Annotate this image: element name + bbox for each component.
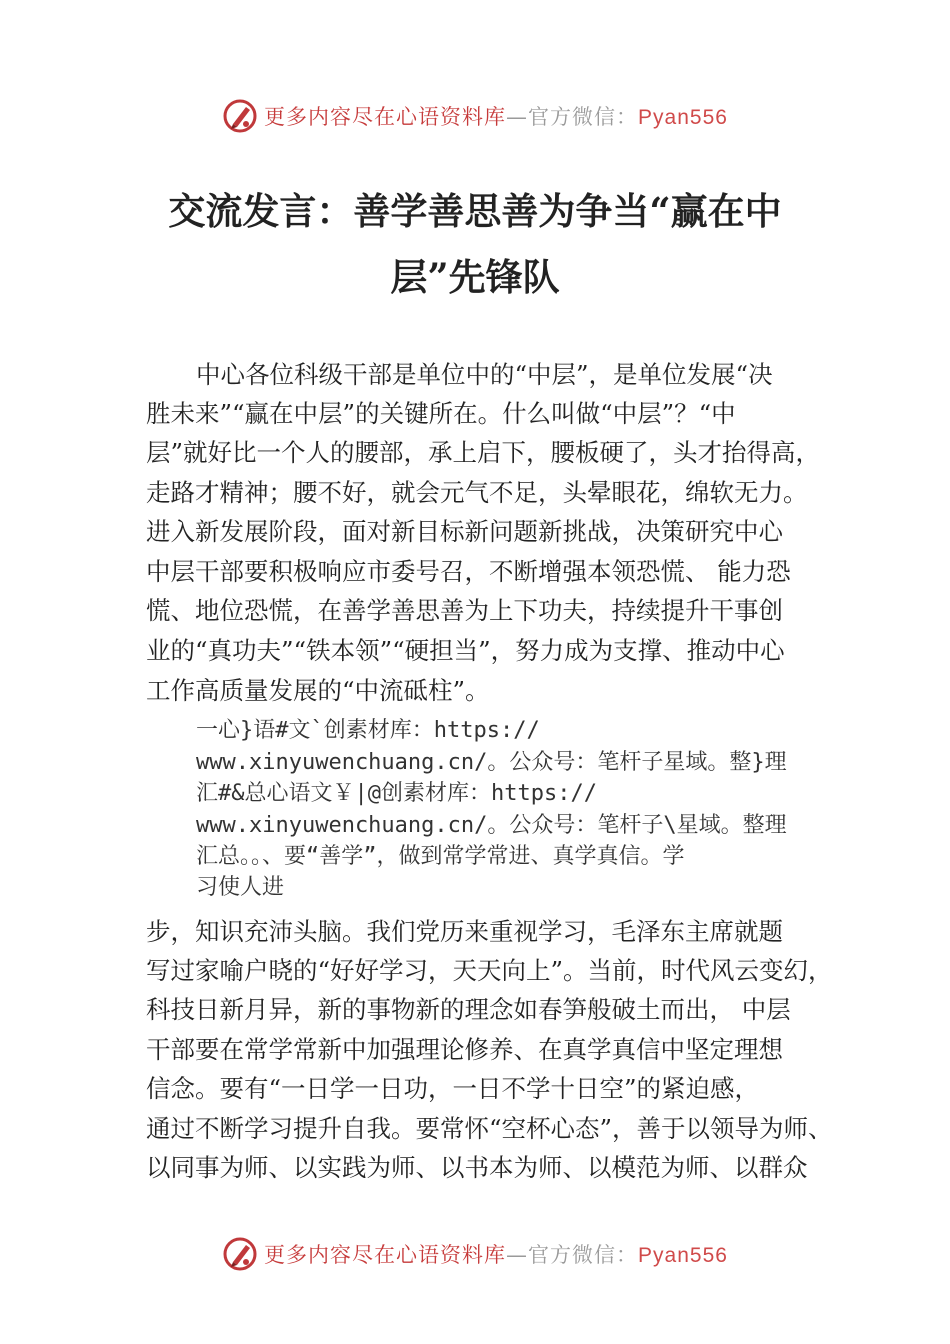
pen-logo-icon [222, 1236, 258, 1272]
paragraph-2-line: 以同事为师、以实践为师、以书本为师、以模范为师、以群众 [146, 1153, 808, 1182]
source-noise-line: 汇总。。、要“善学”，做到常学常进、真学真信。学 [196, 844, 685, 869]
banner-wechat-label: 官方微信： [528, 105, 639, 129]
paragraph-1-line: 中心各位科级干部是单位中的“中层”，是单位发展“决 [196, 360, 773, 389]
source-noise-line: 习使人进 [196, 875, 285, 900]
paragraph-2-line: 写过家喻户晓的“好好学习，天天向上”。当前，时代风云变幻， [146, 956, 833, 985]
banner-main-text: 更多内容尽在心语资料库 [264, 1243, 507, 1267]
paragraph-2-line: 干部要在常学常新中加强理论修养、在真学真信中坚定理想 [146, 1035, 783, 1064]
source-noise-line: www.xinyuwenchuang.cn/。公众号：笔杆子星域。整}理 [196, 750, 787, 775]
paragraph-2-line: 科技日新月异，新的事物新的理念如春笋般破土而出， 中层 [146, 995, 791, 1024]
source-noise-line: www.xinyuwenchuang.cn/。公众号：笔杆子\星域。整理 [196, 813, 787, 838]
source-noise-line: 一心}语#文`创素材库：https:// [196, 718, 540, 743]
title-line-2: 层”先锋队 [390, 255, 560, 299]
paragraph-1-line: 业的“真功夫”“铁本领”“硬担当”，努力成为支撑、推动中心 [146, 636, 785, 665]
banner-main-text: 更多内容尽在心语资料库 [264, 105, 507, 129]
paragraph-1-line: 层”就好比一个人的腰部，承上启下，腰板硬了，头才抬得高， [146, 438, 821, 467]
document-title [150, 178, 800, 310]
paragraph-1-line: 慌、地位恐慌，在善学善思善为上下功夫，持续提升干事创 [146, 596, 783, 625]
paragraph-1-line: 中层干部要积极响应市委号召，不断增强本领恐慌、 能力恐 [146, 557, 791, 586]
banner-wechat-id: Pyan556 [638, 1244, 728, 1267]
banner-dash: — [506, 1243, 529, 1267]
banner-text [264, 1239, 728, 1269]
header-banner [0, 96, 950, 136]
paragraph-1-line: 胜未来”“赢在中层”的关键所在。什么叫做“中层”？“中 [146, 399, 736, 428]
paragraph-2-line: 通过不断学习提升自我。要常怀“空杯心态”，善于以领导为师、 [146, 1114, 833, 1143]
source-noise-line: 汇#&总心语文￥|@创素材库：https:// [196, 781, 597, 806]
paragraph-2-line: 步，知识充沛头脑。我们党历来重视学习，毛泽东主席就题 [146, 917, 783, 946]
title-line-1: 交流发言：善学善思善为争当“赢在中 [168, 189, 782, 233]
footer-banner [0, 1234, 950, 1274]
banner-wechat-label: 官方微信： [528, 1243, 639, 1267]
banner-dash: — [506, 105, 529, 129]
pen-logo-icon [222, 98, 258, 134]
banner-text [264, 101, 728, 131]
paragraph-2-line: 信念。要有“一日学一日功，一日不学十日空”的紧迫感， [146, 1074, 760, 1103]
paragraph-1-line: 进入新发展阶段，面对新目标新问题新挑战，决策研究中心 [146, 517, 783, 546]
paragraph-1-line: 走路才精神；腰不好，就会元气不足，头晕眼花，绵软无力。 [146, 478, 808, 507]
paragraph-1-line: 工作高质量发展的“中流砥柱”。 [146, 676, 490, 705]
banner-wechat-id: Pyan556 [638, 106, 728, 129]
